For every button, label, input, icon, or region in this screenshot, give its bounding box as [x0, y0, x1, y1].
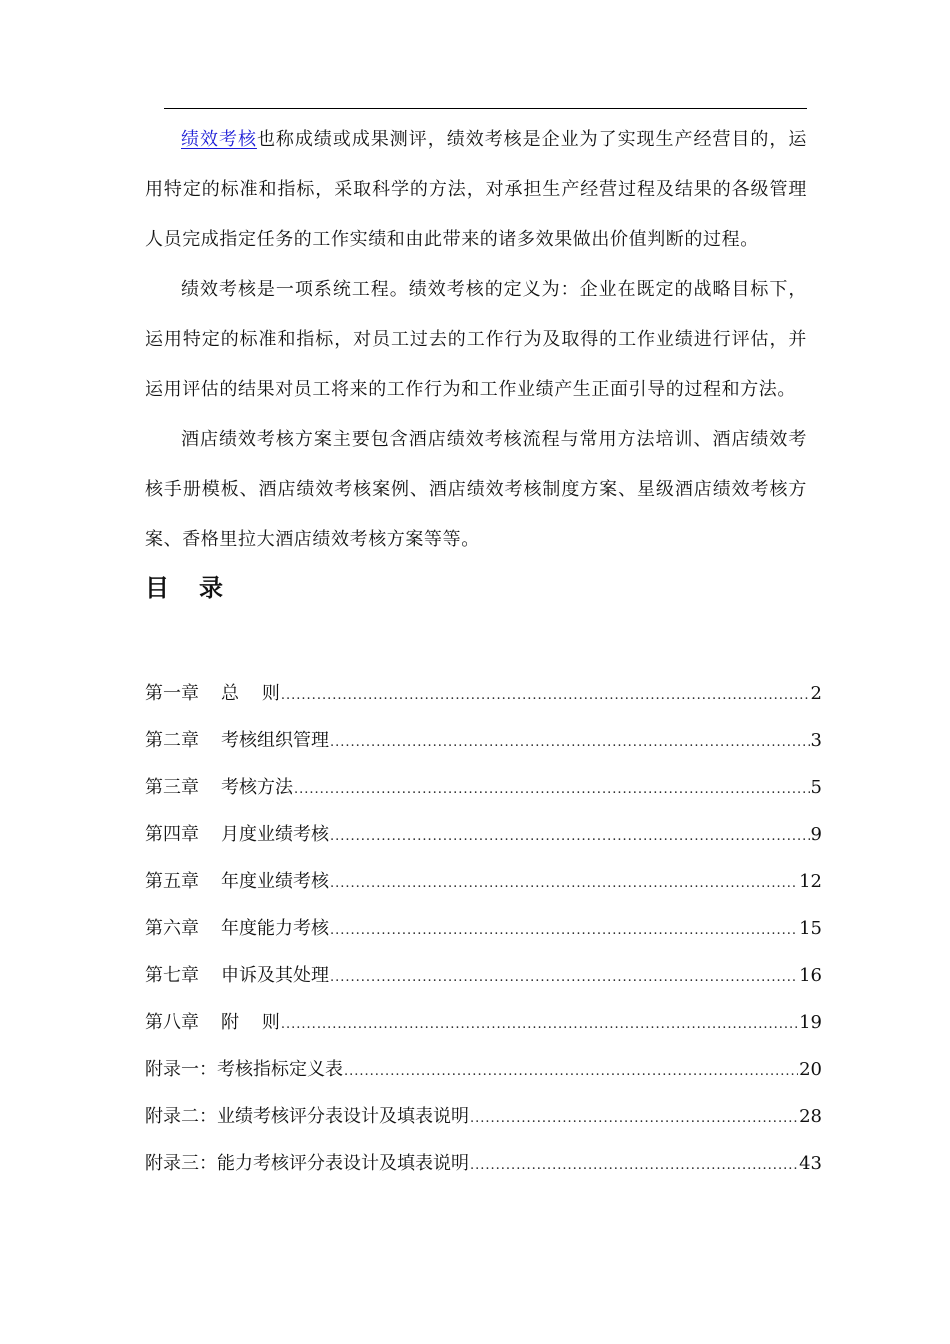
intro-paragraph-1 — [145, 115, 807, 265]
toc-chapter-label: 附录三： — [145, 1153, 217, 1174]
toc-page-number: 28 — [799, 1106, 822, 1127]
toc-dot-leader — [330, 719, 810, 766]
toc-chapter-label: 第一章 — [145, 683, 199, 704]
toc-entry-title: 考核指标定义表 — [217, 1059, 343, 1080]
performance-appraisal-link[interactable]: 绩效考核 — [181, 129, 257, 150]
toc-entry[interactable] — [145, 1046, 822, 1093]
toc-page-number: 12 — [799, 871, 822, 892]
toc-dot-leader — [281, 1001, 798, 1048]
toc-entry[interactable] — [145, 952, 822, 999]
toc-entry[interactable] — [145, 764, 822, 811]
toc-chapter-label: 附录二： — [145, 1106, 217, 1127]
toc-page-number: 3 — [810, 730, 822, 751]
toc-dot-leader — [330, 954, 798, 1001]
toc-entry-title: 考核方法 — [221, 777, 293, 798]
toc-entry-title: 年度能力考核 — [221, 918, 329, 939]
toc-entry[interactable] — [145, 905, 822, 952]
intro-section — [145, 115, 807, 565]
intro-paragraph-3: 酒店绩效考核方案主要包含酒店绩效考核流程与常用方法培训、酒店绩效考核手册模板、酒店绩效考核案例、酒店绩效考核制度方案、星级酒店绩效考核方案、香格里拉大酒店绩效考核方案等等。 — [145, 429, 807, 550]
toc-entry-title: 考核组织管理 — [221, 730, 329, 751]
toc-chapter-label: 第三章 — [145, 777, 199, 798]
toc-dot-leader — [344, 1048, 798, 1095]
toc-page-number: 2 — [810, 683, 822, 704]
toc-dot-leader — [330, 860, 798, 907]
intro-paragraph-1-text: 也称成绩或成果测评，绩效考核是企业为了实现生产经营目的，运用特定的标准和指标，采取科学的方法，对承担生产经营过程及结果的各级管理人员完成指定任务的工作实绩和由此带来的诸多效果做出价值判断的过程。 — [145, 129, 807, 250]
toc-entry[interactable] — [145, 1093, 822, 1140]
toc-entry[interactable] — [145, 717, 822, 764]
toc-entry-title: 年度业绩考核 — [221, 871, 329, 892]
toc-dot-leader — [470, 1142, 798, 1189]
toc-entry-title: 总 则 — [221, 683, 280, 704]
toc-entry[interactable] — [145, 1140, 822, 1187]
toc-entry-title: 业绩考核评分表设计及填表说明 — [217, 1106, 469, 1127]
toc-chapter-label: 附录一： — [145, 1059, 217, 1080]
toc-entry[interactable] — [145, 811, 822, 858]
header-rule — [164, 108, 807, 109]
toc-page-number: 9 — [810, 824, 822, 845]
toc-entry[interactable] — [145, 858, 822, 905]
toc-entry[interactable] — [145, 670, 822, 717]
toc-entry-title: 附 则 — [221, 1012, 280, 1033]
toc-chapter-label: 第七章 — [145, 965, 199, 986]
toc-dot-leader — [470, 1095, 798, 1142]
toc-entry[interactable] — [145, 999, 822, 1046]
toc-page-number: 43 — [799, 1153, 822, 1174]
toc-chapter-label: 第四章 — [145, 824, 199, 845]
toc-chapter-label: 第二章 — [145, 730, 199, 751]
toc-dot-leader — [330, 907, 798, 954]
toc-heading: 目录 — [145, 574, 253, 602]
toc-dot-leader — [330, 813, 810, 860]
toc-dot-leader — [294, 766, 810, 813]
toc-chapter-label: 第五章 — [145, 871, 199, 892]
toc-page-number: 20 — [799, 1059, 822, 1080]
toc-dot-leader — [281, 672, 810, 719]
toc-entry-title: 能力考核评分表设计及填表说明 — [217, 1153, 469, 1174]
toc-page-number: 19 — [799, 1012, 822, 1033]
toc-entry-title: 月度业绩考核 — [221, 824, 329, 845]
toc-chapter-label: 第八章 — [145, 1012, 199, 1033]
table-of-contents — [145, 670, 822, 1187]
toc-chapter-label: 第六章 — [145, 918, 199, 939]
toc-page-number: 16 — [799, 965, 822, 986]
toc-entry-title: 申诉及其处理 — [221, 965, 329, 986]
intro-paragraph-2: 绩效考核是一项系统工程。绩效考核的定义为：企业在既定的战略目标下，运用特定的标准和指标，对员工过去的工作行为及取得的工作业绩进行评估，并运用评估的结果对员工将来的工作行为和工作业绩产生正面引导的过程和方法。 — [145, 279, 807, 400]
toc-page-number: 5 — [810, 777, 822, 798]
toc-page-number: 15 — [799, 918, 822, 939]
